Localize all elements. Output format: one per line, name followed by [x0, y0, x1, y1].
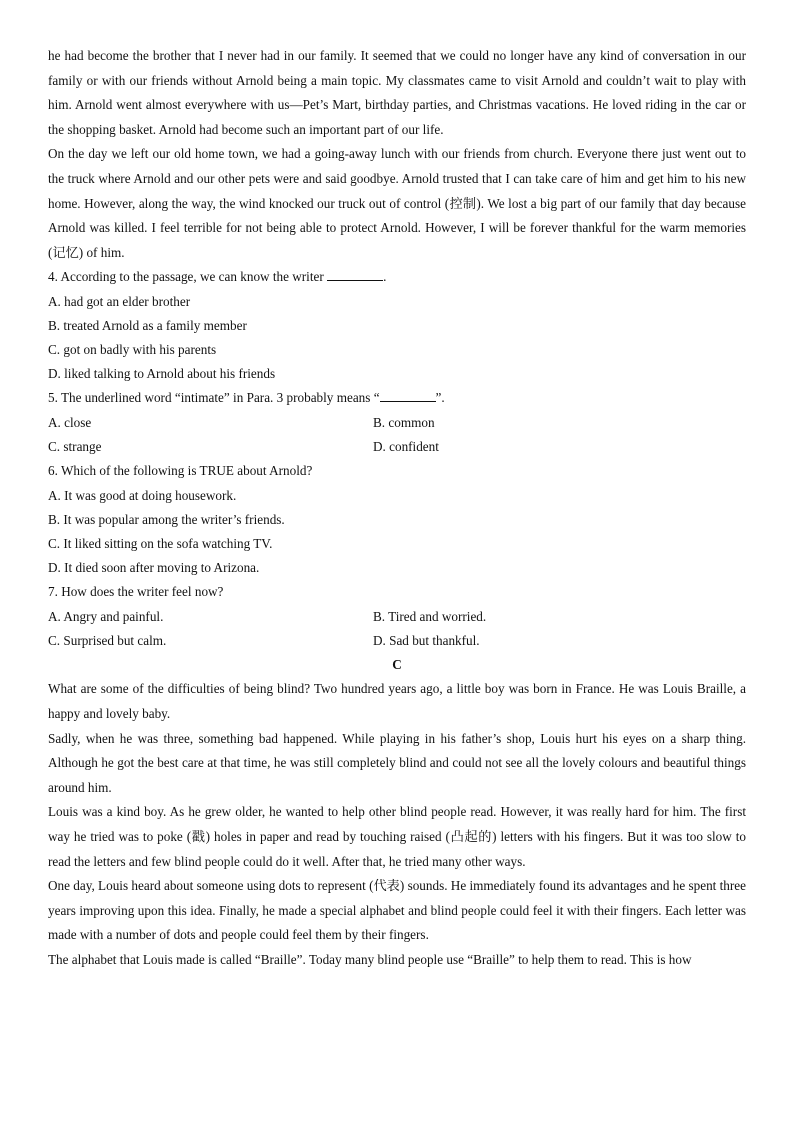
passage-c — [48, 677, 746, 972]
passage-b-continued — [48, 44, 746, 265]
option-b: B. common — [373, 414, 435, 430]
question-stem: 4. According to the passage, we can know the writer . — [48, 269, 387, 285]
option-a: A. had got an elder brother — [48, 293, 191, 309]
document-page — [48, 44, 746, 973]
section-title: C — [392, 657, 402, 673]
option-d: D. Sad but thankful. — [373, 633, 480, 648]
option-c: C. It liked sitting on the sofa watching TV. — [48, 535, 273, 551]
question-6 — [48, 459, 746, 580]
option-a: A. It was good at doing housework. — [48, 487, 237, 503]
passage-paragraph: he had become the brother that I never had in our family. It seemed that we could no longer have any kind of conversation in our family or with our friends without Arnold being a main topic. My classmates came to visit Arnold and couldn’t wait to play with him. Arnold went almost everywhere with us—Pet’s Mart, birthday parties, and Christmas vacations. He loved riding in the car or the shopping basket. Arnold had become such an important part of our life. — [48, 48, 746, 137]
option-b: B. treated Arnold as a family member — [48, 317, 247, 333]
option-c: C. got on badly with his parents — [48, 341, 217, 357]
option-c: C. Surprised but calm. — [48, 633, 167, 648]
option-c: C. strange — [48, 438, 102, 454]
passage-paragraph: The alphabet that Louis made is called “Braille”. Today many blind people use “Braille” to help them to read. This is how — [48, 951, 692, 967]
option-d: D. liked talking to Arnold about his friends — [48, 366, 276, 382]
option-a: A. close — [48, 414, 92, 430]
option-d: D. It died soon after moving to Arizona. — [48, 560, 260, 576]
option-row — [48, 629, 746, 653]
passage-paragraph: Sadly, when he was three, something bad happened. While playing in his father’s shop, Louis hurt his eyes on a sharp thing. Although he got the best care at that time, he was still completely blind and could not see all the lovely colours and beautiful things around him. — [48, 730, 746, 795]
option-b: B. It was popular among the writer’s friends. — [48, 511, 285, 527]
option-row — [48, 411, 746, 435]
question-stem: 5. The underlined word “intimate” in Para. 3 probably means “ ”. — [48, 390, 445, 406]
option-row — [48, 435, 746, 459]
passage-paragraph: What are some of the difficulties of being blind? Two hundred years ago, a little boy was born in France. He was Louis Braille, a happy and lovely baby. — [48, 681, 746, 721]
option-b: B. Tired and worried. — [373, 608, 487, 624]
question-5 — [48, 386, 746, 459]
passage-paragraph: One day, Louis heard about someone using dots to represent (代表) sounds. He immediately found its advantages and he spent three years improving upon this idea. Finally, he made a special alphabet and blind people could feel it with their fingers. Each letter was made with a number of dots and people could feel them by their fingers. — [48, 878, 746, 943]
passage-paragraph: On the day we left our old home town, we had a going-away lunch with our friends from church. Everyone there just went out to the truck where Arnold and our other pets were and said goodbye. Arnold trusted that I can take care of him and get him to his new home. However, along the way, the wind knocked our truck out of control (控制). We lost a big part of our family that day because Arnold was killed. I feel terrible for not being able to protect Arnold. However, I will be forever thankful for the warm memories (记忆) of him. — [48, 146, 746, 260]
question-7 — [48, 580, 746, 653]
question-4 — [48, 265, 746, 386]
passage-paragraph: Louis was a kind boy. As he grew older, he wanted to help other blind people read. However, it was really hard for him. The first way he tried was to poke (戳) holes in paper and read by touching raised (凸起的) letters with his fingers. But it was too slow to read the letters and few blind people could do it well. After that, he tried many other ways. — [48, 804, 746, 869]
question-stem: 6. Which of the following is TRUE about Arnold? — [48, 463, 313, 479]
answer-blank — [380, 389, 436, 402]
option-d: D. confident — [373, 438, 439, 454]
option-a: A. Angry and painful. — [48, 608, 164, 624]
answer-blank — [327, 268, 383, 281]
option-row — [48, 605, 746, 629]
question-stem: 7. How does the writer feel now? — [48, 584, 224, 600]
